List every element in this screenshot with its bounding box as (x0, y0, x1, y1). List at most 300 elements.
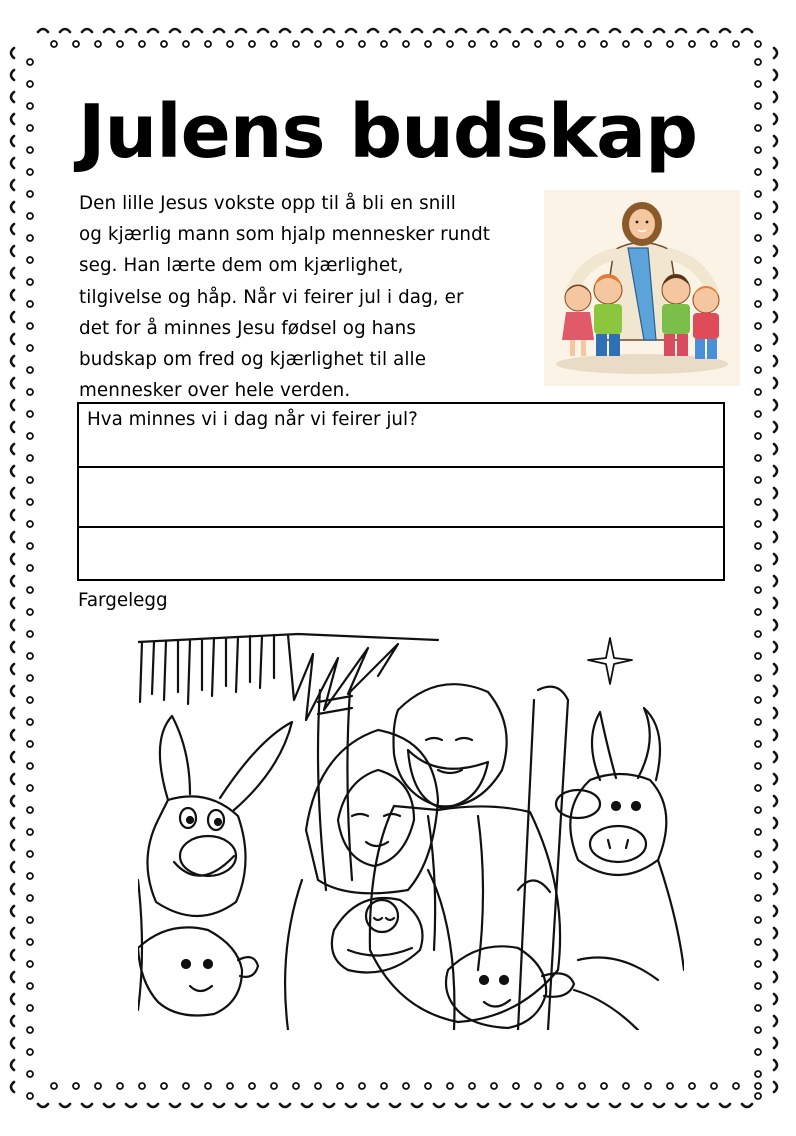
border-dot (623, 1083, 629, 1089)
border-wave (38, 1104, 48, 1107)
border-wave (774, 290, 777, 300)
border-wave (11, 664, 14, 674)
border-dot (315, 1083, 321, 1089)
border-dot (755, 345, 761, 351)
border-dot (755, 125, 761, 131)
intro-line: budskap om fred og kjærlighet til alle (79, 349, 427, 371)
border-wave (774, 598, 777, 608)
intro-line: mennesker over hele verden. (79, 380, 351, 402)
border-wave (11, 268, 14, 278)
border-dot (27, 565, 33, 571)
border-dot (205, 41, 211, 47)
border-wave (774, 136, 777, 146)
border-dot (161, 1083, 167, 1089)
border-wave (258, 29, 268, 32)
border-wave (126, 1104, 136, 1107)
border-dot (755, 1049, 761, 1055)
border-dot (711, 41, 717, 47)
border-dot (755, 895, 761, 901)
border-wave (11, 862, 14, 872)
border-dot (27, 389, 33, 395)
answer-table (77, 402, 725, 581)
border-dot (755, 433, 761, 439)
border-dot (27, 1049, 33, 1055)
border-wave (148, 29, 158, 32)
border-dot (73, 41, 79, 47)
border-dot (271, 41, 277, 47)
border-wave (654, 1104, 664, 1107)
border-dot (27, 279, 33, 285)
border-dot (755, 235, 761, 241)
border-wave (11, 92, 14, 102)
border-wave (192, 29, 202, 32)
border-dot (27, 961, 33, 967)
border-wave (11, 202, 14, 212)
border-wave (11, 1082, 14, 1092)
border-wave (774, 466, 777, 476)
border-wave (774, 202, 777, 212)
border-dot (27, 895, 33, 901)
border-dot (315, 41, 321, 47)
border-dot (381, 1083, 387, 1089)
border-dot (535, 1083, 541, 1089)
border-wave (742, 29, 752, 32)
border-dot (755, 147, 761, 153)
border-dot (755, 631, 761, 637)
border-dot (755, 1093, 761, 1099)
border-dot (27, 741, 33, 747)
border-dot (755, 103, 761, 109)
border-dot (755, 41, 761, 47)
border-wave (11, 444, 14, 454)
border-wave (544, 1104, 554, 1107)
border-wave (346, 29, 356, 32)
border-wave (566, 1104, 576, 1107)
intro-line: Den lille Jesus vokste opp til å bli en snill (79, 193, 456, 214)
border-dot (645, 41, 651, 47)
border-dot (733, 1083, 739, 1089)
border-wave (774, 950, 777, 960)
border-dot (403, 41, 409, 47)
border-dot (755, 873, 761, 879)
border-dot (755, 279, 761, 285)
border-dot (27, 59, 33, 65)
border-wave (774, 444, 777, 454)
border-wave (11, 70, 14, 80)
border-wave (11, 972, 14, 982)
border-wave (11, 312, 14, 322)
border-dot (755, 169, 761, 175)
border-wave (774, 906, 777, 916)
border-dot (27, 433, 33, 439)
border-wave (456, 1104, 466, 1107)
border-wave (11, 224, 14, 234)
border-dot (27, 983, 33, 989)
border-wave (774, 862, 777, 872)
border-wave (676, 29, 686, 32)
border-wave (390, 29, 400, 32)
border-dot (513, 1083, 519, 1089)
border-dot (381, 41, 387, 47)
border-wave (126, 29, 136, 32)
border-dot (27, 323, 33, 329)
border-dot (469, 41, 475, 47)
border-dot (95, 41, 101, 47)
border-dot (755, 389, 761, 395)
border-wave (774, 48, 777, 58)
border-dot (359, 1083, 365, 1089)
border-wave (11, 488, 14, 498)
border-dot (27, 1027, 33, 1033)
border-dot (667, 41, 673, 47)
border-wave (588, 1104, 598, 1107)
border-dot (337, 41, 343, 47)
border-dot (755, 1005, 761, 1011)
border-dot (27, 939, 33, 945)
border-dot (249, 41, 255, 47)
border-dot (755, 565, 761, 571)
border-wave (368, 29, 378, 32)
border-wave (774, 312, 777, 322)
border-wave (610, 1104, 620, 1107)
border-wave (774, 532, 777, 542)
border-dot (755, 763, 761, 769)
border-dot (535, 41, 541, 47)
border-wave (11, 906, 14, 916)
border-dot (27, 697, 33, 703)
border-wave (11, 334, 14, 344)
border-wave (774, 92, 777, 102)
border-dot (117, 1083, 123, 1089)
border-dot (27, 81, 33, 87)
border-wave (774, 818, 777, 828)
border-wave (11, 1060, 14, 1070)
border-wave (774, 972, 777, 982)
border-wave (11, 884, 14, 894)
border-dot (27, 719, 33, 725)
border-dot (27, 1071, 33, 1077)
border-dot (27, 257, 33, 263)
border-dot (27, 213, 33, 219)
border-wave (774, 774, 777, 784)
border-dot (755, 983, 761, 989)
border-wave (566, 29, 576, 32)
border-wave (236, 1104, 246, 1107)
border-dot (27, 631, 33, 637)
border-wave (774, 664, 777, 674)
border-dot (27, 873, 33, 879)
border-wave (742, 1104, 752, 1107)
border-dot (27, 653, 33, 659)
border-dot (755, 499, 761, 505)
border-wave (434, 1104, 444, 1107)
border-dot (27, 675, 33, 681)
border-wave (11, 994, 14, 1004)
border-wave (11, 246, 14, 256)
border-wave (774, 510, 777, 520)
border-dot (27, 587, 33, 593)
border-wave (324, 29, 334, 32)
jesus-with-children-icon (544, 190, 740, 386)
border-wave (11, 730, 14, 740)
border-dot (27, 829, 33, 835)
border-dot (27, 763, 33, 769)
border-wave (11, 400, 14, 410)
border-dot (161, 41, 167, 47)
border-wave (774, 268, 777, 278)
border-dot (689, 1083, 695, 1089)
border-dot (579, 41, 585, 47)
border-dot (755, 543, 761, 549)
border-wave (774, 620, 777, 630)
border-wave (11, 1038, 14, 1048)
border-dot (491, 41, 497, 47)
border-dot (27, 521, 33, 527)
page-title: Julens budskap (78, 89, 698, 175)
border-dot (205, 1083, 211, 1089)
border-wave (170, 29, 180, 32)
border-dot (27, 345, 33, 351)
border-wave (774, 554, 777, 564)
border-dot (227, 1083, 233, 1089)
question-row (79, 404, 723, 468)
border-wave (11, 686, 14, 696)
border-wave (774, 378, 777, 388)
border-dot (27, 411, 33, 417)
border-dot (755, 59, 761, 65)
border-dot (755, 411, 761, 417)
border-wave (412, 1104, 422, 1107)
intro-line: seg. Han lærte dem om kjærlighet, (79, 255, 404, 277)
border-dot (601, 1083, 607, 1089)
border-dot (27, 543, 33, 549)
border-dot (403, 1083, 409, 1089)
border-dot (27, 785, 33, 791)
border-dot (755, 477, 761, 483)
border-wave (632, 29, 642, 32)
border-dot (27, 609, 33, 615)
border-wave (11, 48, 14, 58)
border-wave (11, 554, 14, 564)
border-dot (425, 41, 431, 47)
border-wave (774, 158, 777, 168)
border-wave (11, 818, 14, 828)
border-wave (11, 928, 14, 938)
border-dot (645, 1083, 651, 1089)
border-dot (27, 807, 33, 813)
border-wave (280, 29, 290, 32)
border-wave (774, 708, 777, 718)
border-dot (27, 169, 33, 175)
border-wave (11, 576, 14, 586)
border-dot (27, 477, 33, 483)
border-dot (249, 1083, 255, 1089)
answer-line[interactable] (79, 466, 723, 528)
border-dot (755, 829, 761, 835)
border-wave (148, 1104, 158, 1107)
border-dot (51, 41, 57, 47)
border-wave (774, 180, 777, 190)
border-wave (522, 1104, 532, 1107)
border-dot (623, 41, 629, 47)
border-wave (676, 1104, 686, 1107)
border-wave (11, 1016, 14, 1026)
border-dot (755, 939, 761, 945)
border-dot (711, 1083, 717, 1089)
border-wave (774, 994, 777, 1004)
border-wave (774, 400, 777, 410)
border-wave (11, 136, 14, 146)
border-wave (774, 796, 777, 806)
border-wave (654, 29, 664, 32)
border-wave (774, 1060, 777, 1070)
border-wave (11, 378, 14, 388)
intro-line: det for å minnes Jesu fødsel og hans (79, 317, 416, 339)
border-dot (293, 41, 299, 47)
border-dot (469, 1083, 475, 1089)
border-wave (500, 29, 510, 32)
border-wave (500, 1104, 510, 1107)
border-wave (302, 1104, 312, 1107)
border-wave (774, 752, 777, 762)
border-wave (774, 224, 777, 234)
border-dot (227, 41, 233, 47)
border-dot (27, 917, 33, 923)
border-wave (11, 620, 14, 630)
border-dot (755, 807, 761, 813)
border-dot (359, 41, 365, 47)
border-dot (183, 41, 189, 47)
border-dot (755, 609, 761, 615)
border-wave (774, 576, 777, 586)
border-dot (447, 1083, 453, 1089)
border-wave (774, 488, 777, 498)
border-dot (27, 499, 33, 505)
border-wave (774, 840, 777, 850)
border-wave (60, 1104, 70, 1107)
border-wave (11, 510, 14, 520)
border-wave (544, 29, 554, 32)
border-wave (412, 29, 422, 32)
border-dot (27, 147, 33, 153)
border-wave (302, 29, 312, 32)
border-dot (27, 1093, 33, 1099)
border-dot (51, 1083, 57, 1089)
border-wave (774, 1038, 777, 1048)
border-dot (337, 1083, 343, 1089)
border-wave (346, 1104, 356, 1107)
answer-line[interactable] (79, 526, 723, 579)
border-dot (513, 41, 519, 47)
border-wave (456, 29, 466, 32)
border-wave (82, 1104, 92, 1107)
border-wave (11, 752, 14, 762)
border-dot (755, 521, 761, 527)
border-dot (293, 1083, 299, 1089)
nativity-scene-coloring-icon (138, 630, 684, 1030)
border-dot (755, 653, 761, 659)
border-wave (720, 1104, 730, 1107)
border-dot (139, 1083, 145, 1089)
border-dot (733, 41, 739, 47)
border-wave (11, 708, 14, 718)
border-wave (774, 422, 777, 432)
border-dot (755, 917, 761, 923)
border-wave (588, 29, 598, 32)
border-wave (280, 1104, 290, 1107)
border-wave (390, 1104, 400, 1107)
border-wave (698, 1104, 708, 1107)
border-wave (774, 334, 777, 344)
border-dot (601, 41, 607, 47)
border-wave (324, 1104, 334, 1107)
border-dot (27, 235, 33, 241)
border-wave (774, 114, 777, 124)
intro-line: tilgivelse og håp. Når vi feirer jul i dag, er (79, 286, 464, 308)
border-wave (774, 686, 777, 696)
border-dot (755, 367, 761, 373)
border-dot (27, 103, 33, 109)
border-wave (11, 290, 14, 300)
border-wave (11, 950, 14, 960)
border-wave (774, 356, 777, 366)
border-wave (170, 1104, 180, 1107)
border-wave (214, 29, 224, 32)
border-wave (11, 598, 14, 608)
border-dot (27, 191, 33, 197)
border-wave (11, 642, 14, 652)
border-dot (27, 851, 33, 857)
border-wave (720, 29, 730, 32)
border-dot (27, 1005, 33, 1011)
border-wave (774, 70, 777, 80)
border-wave (774, 884, 777, 894)
border-dot (491, 1083, 497, 1089)
border-dot (557, 1083, 563, 1089)
border-wave (11, 774, 14, 784)
border-wave (632, 1104, 642, 1107)
border-wave (774, 246, 777, 256)
border-dot (755, 587, 761, 593)
question-text: Hva minnes vi i dag når vi feirer jul? (87, 409, 418, 430)
border-wave (60, 29, 70, 32)
border-dot (183, 1083, 189, 1089)
border-wave (774, 1082, 777, 1092)
border-dot (579, 1083, 585, 1089)
border-wave (236, 29, 246, 32)
border-dot (73, 1083, 79, 1089)
border-wave (774, 730, 777, 740)
border-wave (104, 29, 114, 32)
border-dot (27, 455, 33, 461)
coloring-instruction: Fargelegg (78, 590, 168, 611)
border-wave (11, 422, 14, 432)
border-wave (610, 29, 620, 32)
border-wave (82, 29, 92, 32)
border-dot (755, 213, 761, 219)
border-dot (667, 1083, 673, 1089)
intro-text (79, 188, 539, 406)
border-dot (755, 455, 761, 461)
border-wave (478, 1104, 488, 1107)
border-wave (214, 1104, 224, 1107)
border-wave (11, 114, 14, 124)
border-dot (271, 1083, 277, 1089)
border-wave (11, 356, 14, 366)
border-wave (192, 1104, 202, 1107)
border-wave (38, 29, 48, 32)
border-dot (557, 41, 563, 47)
